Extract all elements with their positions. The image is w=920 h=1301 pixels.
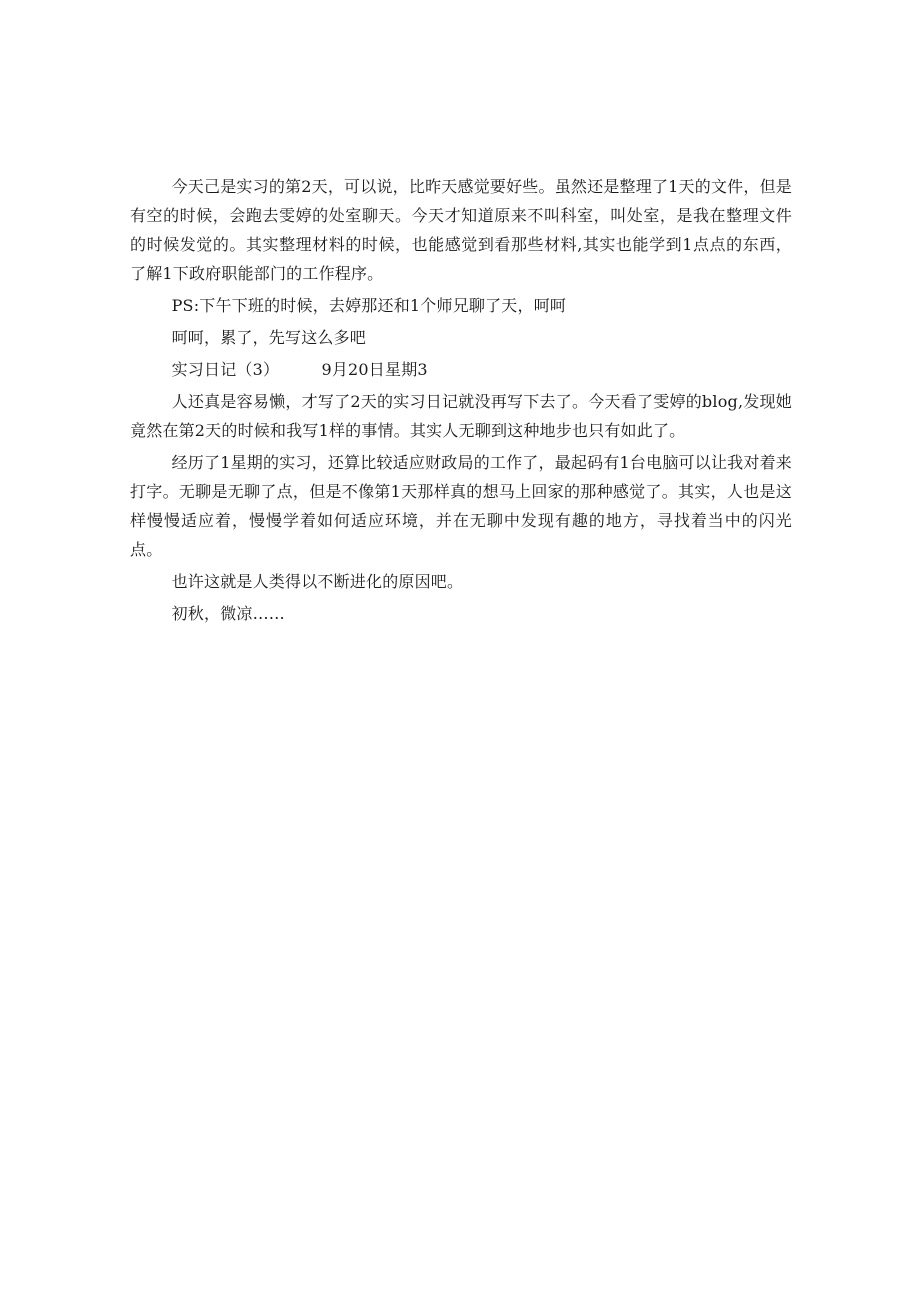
paragraph-one-week: 经历了1星期的实习，还算比较适应财政局的工作了，最起码有1台电脑可以让我对着来打字。无聊是无聊了点，但是不像第1天那样真的想马上回家的那种感觉了。其实，人也是这样慢慢适应着，慢慢学着如何适应环境，并在无聊中发现有趣的地方，寻找着当中的闪光点。 — [130, 453, 792, 559]
paragraph-evolution: 也许这就是人类得以不断进化的原因吧。 — [171, 572, 464, 591]
diary-entry-heading: 实习日记（3） 9月20日星期3 — [171, 360, 428, 379]
paragraph-lazy-note: 人还真是容易懒，才写了2天的实习日记就没再写下去了。今天看了雯婷的blog,发现她竟然在第2天的时候和我写1样的事情。其实人无聊到这种地步也只有如此了。 — [130, 392, 792, 440]
paragraph-ps-note: PS:下午下班的时候，去婷那还和1个师兄聊了天，呵呵 — [171, 296, 567, 315]
paragraph-tired-note: 呵呵，累了，先写这么多吧 — [171, 328, 366, 347]
paragraph-day2-work: 今天己是实习的第2天，可以说，比昨天感觉要好些。虽然还是整理了1天的文件，但是有空的时候，会跑去雯婷的处室聊天。今天才知道原来不叫科室，叫处室，是我在整理文件的时候发觉的。其实整理材料的时候，也能感觉到看那些材料,其实也能学到1点点的东西，了解1下政府职能部门的工作程序。 — [130, 177, 792, 283]
document-body — [130, 172, 792, 631]
paragraph-closing: 初秋，微凉…… — [171, 604, 285, 623]
